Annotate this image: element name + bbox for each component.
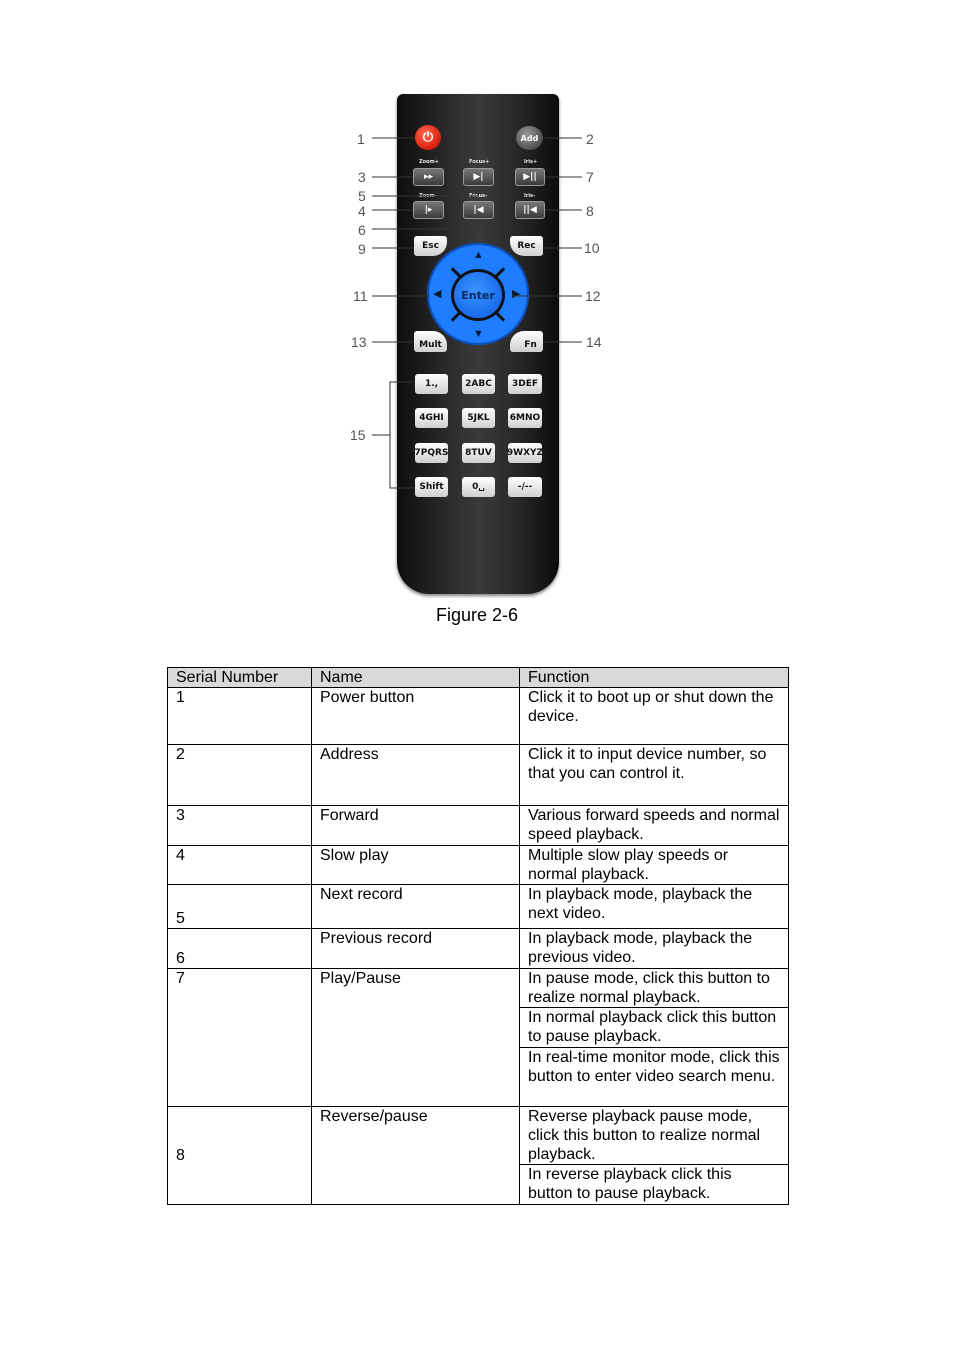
function-cell: In pause mode, click this button to realize normal playback. — [520, 969, 789, 1008]
function-cell: Click it to boot up or shut down the device. — [520, 688, 789, 745]
down-arrow-icon[interactable]: ▼ — [473, 328, 484, 340]
shift-button[interactable]: Shift — [415, 477, 448, 497]
name-cell: Previous record — [312, 929, 520, 969]
table-row — [168, 846, 789, 885]
mult-button[interactable]: Mult — [414, 331, 447, 352]
callout-4: 4 — [358, 203, 366, 219]
callout-1: 1 — [357, 131, 365, 147]
serial-cell: 4 — [168, 846, 312, 885]
header-function: Function — [520, 668, 789, 688]
power-icon: ⏻ — [422, 130, 434, 145]
callout-6: 6 — [358, 222, 366, 238]
serial-cell: 8 — [168, 1107, 312, 1205]
key-5[interactable]: 5JKL — [462, 408, 495, 428]
name-cell: Address — [312, 745, 520, 806]
fn-button[interactable]: Fn — [510, 331, 543, 352]
key-7[interactable]: 7PQRS — [415, 443, 448, 463]
function-cell: In real-time monitor mode, click this button to enter video search menu. — [520, 1048, 789, 1107]
fast-forward-icon: ▸▸ — [423, 172, 434, 182]
next-track-icon: ▶| — [473, 172, 484, 182]
callout-13: 13 — [351, 334, 367, 350]
table-row — [168, 1107, 789, 1165]
table-row — [168, 806, 789, 846]
name-cell: Play/Pause — [312, 969, 520, 1107]
serial-cell: 5 — [168, 885, 312, 929]
up-arrow-icon[interactable]: ▲ — [473, 249, 484, 261]
header-serial-number: Serial Number — [168, 668, 312, 688]
left-arrow-icon[interactable]: ◀ — [433, 288, 442, 300]
callout-5: 5 — [358, 188, 366, 204]
table-row — [168, 688, 789, 745]
callout-11: 11 — [353, 288, 368, 304]
function-cell: In normal playback click this button to pause playback. — [520, 1008, 789, 1048]
key-2[interactable]: 2ABC — [462, 374, 495, 394]
callout-12: 12 — [585, 288, 601, 304]
table-row — [168, 969, 789, 1008]
serial-cell: 7 — [168, 969, 312, 1107]
callout-15: 15 — [350, 427, 366, 443]
focus-minus-label: Focus- — [469, 193, 488, 199]
key-9[interactable]: 9WXYZ — [508, 443, 542, 463]
focus-plus-label: Focus+ — [469, 159, 490, 165]
previous-track-icon: |◀ — [473, 205, 484, 215]
callout-2: 2 — [586, 131, 594, 147]
add-button[interactable]: Add — [516, 126, 543, 150]
key-3[interactable]: 3DEF — [508, 374, 542, 394]
callout-3: 3 — [358, 169, 366, 185]
callout-leader-lines — [340, 88, 620, 598]
function-cell: Various forward speeds and normal speed playback. — [520, 806, 789, 846]
table-row — [168, 885, 789, 929]
name-cell: Slow play — [312, 846, 520, 885]
function-cell: Multiple slow play speeds or normal playback. — [520, 846, 789, 885]
key-6[interactable]: 6MNO — [508, 408, 542, 428]
callout-7: 7 — [586, 169, 594, 185]
zoom-plus-label: Zoom+ — [419, 159, 439, 165]
name-cell: Power button — [312, 688, 520, 745]
function-cell: In playback mode, playback the previous video. — [520, 929, 789, 969]
enter-button[interactable]: Enter — [454, 272, 502, 318]
callout-14: 14 — [586, 334, 602, 350]
remote-control-figure — [340, 88, 620, 598]
key-1[interactable]: 1., — [415, 374, 448, 394]
serial-cell: 3 — [168, 806, 312, 846]
function-cell: In reverse playback click this button to pause playback. — [520, 1165, 789, 1205]
slow-play-icon: |▸ — [424, 205, 433, 215]
table-header-row — [168, 668, 789, 688]
zoom-minus-label: Zoom- — [419, 193, 437, 199]
callout-10: 10 — [584, 240, 600, 256]
serial-cell: 6 — [168, 929, 312, 969]
name-cell: Next record — [312, 885, 520, 929]
table-row — [168, 929, 789, 969]
digit-switch-button[interactable]: -/-- — [508, 477, 542, 497]
iris-minus-label: Iris- — [524, 193, 536, 199]
rec-button[interactable]: Rec — [510, 236, 543, 256]
key-4[interactable]: 4GHI — [415, 408, 448, 428]
esc-button[interactable]: Esc — [414, 236, 447, 256]
play-pause-icon: ▶|| — [523, 172, 537, 182]
figure-caption: Figure 2-6 — [435, 605, 519, 625]
reverse-pause-icon: ||◀ — [523, 205, 537, 215]
table-row — [168, 745, 789, 806]
function-cell: In playback mode, playback the next video. — [520, 885, 789, 929]
iris-plus-label: Iris+ — [524, 159, 538, 165]
key-8[interactable]: 8TUV — [462, 443, 495, 463]
function-cell: Click it to input device number, so that you can control it. — [520, 745, 789, 806]
name-cell: Reverse/pause — [312, 1107, 520, 1205]
header-name: Name — [312, 668, 520, 688]
serial-cell: 2 — [168, 745, 312, 806]
callout-9: 9 — [358, 241, 366, 257]
key-0[interactable]: 0␣ — [462, 477, 495, 497]
name-cell: Forward — [312, 806, 520, 846]
function-cell: Reverse playback pause mode, click this button to realize normal playback. — [520, 1107, 789, 1165]
remote-function-table — [167, 667, 789, 1205]
serial-cell: 1 — [168, 688, 312, 745]
callout-8: 8 — [586, 203, 594, 219]
right-arrow-icon[interactable]: ▶ — [512, 288, 521, 300]
